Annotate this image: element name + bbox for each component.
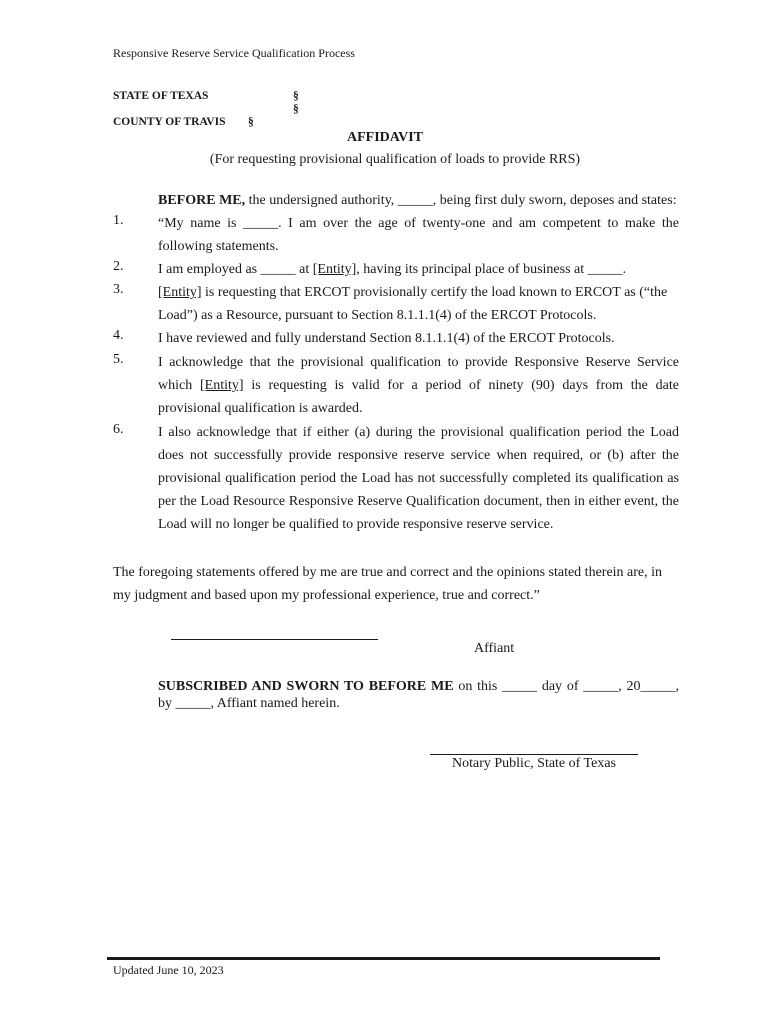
list-item: I have reviewed and fully understand Section 8.1.1.1(4) of the ERCOT Protocols. <box>158 331 615 346</box>
list-item: “My name is _____. I am over the age of twenty-one and am competent to make the following statements. <box>158 216 679 254</box>
list-item: [Entity] is requesting that ERCOT provisionally certify the load known to ERCOT as (“the Load”) as a Resource, pursuant to Section 8.1.1.1(4) of the ERCOT Protocols. <box>158 285 668 323</box>
item-number: 4. <box>113 328 124 343</box>
notary-label: Notary Public, State of Texas <box>452 756 617 771</box>
affiant-label: Affiant <box>474 641 515 656</box>
list-item: I am employed as _____ at [Entity], having its principal place of business at _____. <box>158 262 627 277</box>
affidavit-title: AFFIDAVIT <box>347 130 423 145</box>
closing-statement: The foregoing statements offered by me are true and correct and the opinions stated therein are, in my judgment and based upon my professional experience, true and correct.” <box>113 565 663 603</box>
footer-updated-date: Updated June 10, 2023 <box>113 963 224 977</box>
item-number: 3. <box>113 282 124 297</box>
intro-paragraph <box>158 189 679 212</box>
footer-divider <box>107 957 660 960</box>
section-symbol: § <box>248 116 254 128</box>
item-number: 1. <box>113 213 124 228</box>
sworn-paragraph <box>158 678 679 712</box>
item-number: 5. <box>113 352 124 367</box>
notary-signature-line <box>430 754 638 755</box>
page-header-title: Responsive Reserve Service Qualification Process <box>113 46 355 60</box>
county-label: COUNTY OF TRAVIS <box>113 116 226 128</box>
sworn-text: on this _____ day of _____, 20_____, by _____, Affiant named herein. <box>158 679 679 711</box>
entity-placeholder: [Entity] <box>200 378 244 393</box>
sworn-bold: SUBSCRIBED AND SWORN TO BEFORE ME <box>158 679 454 694</box>
intro-text: the undersigned authority, _____, being first duly sworn, deposes and states: <box>245 193 677 208</box>
entity-placeholder: [Entity] <box>312 262 357 277</box>
affiant-signature-line <box>171 639 378 640</box>
item-number: 2. <box>113 259 124 274</box>
affidavit-subtitle: (For requesting provisional qualification of loads to provide RRS) <box>209 152 581 167</box>
item-number: 6. <box>113 422 124 437</box>
intro-bold: BEFORE ME, <box>158 193 246 208</box>
section-symbol: § <box>293 90 299 102</box>
section-symbol: § <box>293 103 299 115</box>
entity-placeholder: [Entity] <box>158 285 202 300</box>
list-item: I acknowledge that the provisional qualification to provide Responsive Reserve Service which [Entity] is requesting is valid for a period of ninety (90) days from the date provisional qualification is awarded. <box>158 355 679 416</box>
state-label: STATE OF TEXAS <box>113 90 209 102</box>
list-item: I also acknowledge that if either (a) during the provisional qualification period the Load does not successfully provide responsive reserve service when required, or (b) after the provisional qualification period the Load has not successfully completed its qualification as per the Load Resource Responsive Reserve Qualification document, then in either event, the Load will no longer be qualified to provide responsive reserve service. <box>158 425 679 532</box>
